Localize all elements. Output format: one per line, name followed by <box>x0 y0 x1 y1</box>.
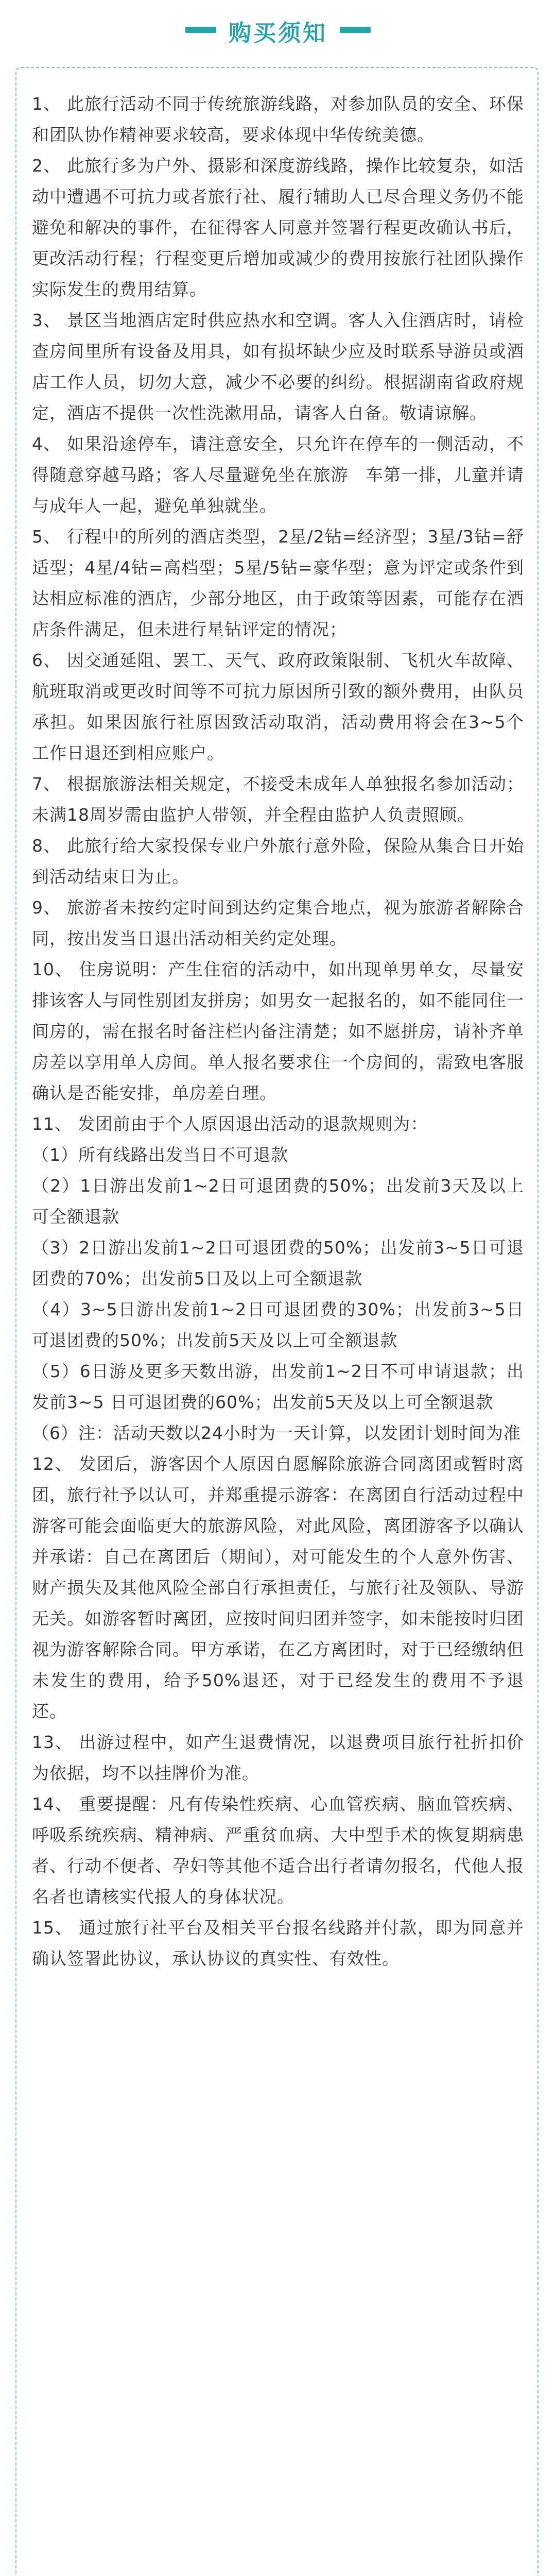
header <box>0 0 556 62</box>
refund-rule-1: （1）所有线路出发当日不可退款 <box>32 1145 288 1165</box>
notice-item-8: 8、 此旅行给大家投保专业户外旅行意外险，保险从集合日开始到活动结束日为止。 <box>32 836 524 887</box>
notice-item-3: 3、 景区当地酒店定时供应热水和空调。客人入住酒店时，请检查房间里所有设备及用具，如有损坏缺少应及时联系导游员或酒店工作人员，切勿大意，减少不必要的纠纷。根据湖南省政府规定，酒店不提供一次性洗漱用品，请客人自备。敬请谅解。 <box>32 310 524 423</box>
refund-rule-3: （3）2日游出发前1~2日可退团费的50%；出发前3~5日可退团费的70%；出发前5日及以上可全额退款 <box>32 1238 524 1289</box>
refund-rule-4: （4）3~5日游出发前1~2日可退团费的30%；出发前3~5日可退团费的50%；出发前5天及以上可全额退款 <box>32 1299 524 1350</box>
notice-item-10: 10、 住房说明：产生住宿的活动中，如出现单男单女，尽量安排该客人与同性别团友拼房；如男女一起报名的，如不能同住一间房的，需在报名时备注栏内备注清楚；如不愿拼房，请补齐单房差以享用单人房间。单人报名要求住一个房间的，需致电客服确认是否能安排，单房差自理。 <box>32 959 524 1103</box>
notice-item-11: 11、 发团前由于个人原因退出活动的退款规则为： <box>32 1114 428 1134</box>
notice-item-2: 2、 此旅行多为户外、摄影和深度游线路，操作比较复杂，如活动中遭遇不可抗力或者旅行社、履行辅助人已尽合理义务仍不能避免和解决的事件，在征得客人同意并签署行程更改确认书后，更改活动行程；行程变更后增加或减少的费用按旅行社团队操作实际发生的费用结算。 <box>32 156 524 299</box>
notice-item-4: 4、 如果沿途停车，请注意安全，只允许在停车的一侧活动，不得随意穿越马路；客人尽量避免坐在旅游 车第一排，儿童并请与成年人一起，避免单独就坐。 <box>32 434 524 516</box>
notice-item-5: 5、 行程中的所列的酒店类型，2星/2钻=经济型；3星/3钻=舒适型；4星/4钻=高档型；5星/5钻=豪华型；意为评定或条件到达相应标准的酒店，少部分地区，由于政策等因素，可能存在酒店条件满足，但未进行星钻评定的情况； <box>32 527 524 639</box>
notice-item-7: 7、 根据旅游法相关规定，不接受未成年人单独报名参加活动；未满18周岁需由监护人带领，并全程由监护人负责照顾。 <box>32 774 524 825</box>
notice-item-15: 15、 通过旅行社平台及相关平台报名线路并付款，即为同意并确认签署此协议，承认协议的真实性、有效性。 <box>32 1918 524 1969</box>
notice-content <box>32 89 524 1974</box>
notice-item-6: 6、 因交通延阻、罢工、天气、政府政策限制、飞机火车故障、航班取消或更改时间等不可抗力原因所引致的额外费用，由队员承担。如果因旅行社原因致活动取消，活动费用将会在3~5个工作日退还到相应账户。 <box>32 650 524 763</box>
refund-rule-6: （6）注：活动天数以24小时为一天计算，以发团计划时间为准 <box>32 1423 521 1443</box>
notice-item-14: 14、 重要提醒：凡有传染性疾病、心血管疾病、脑血管疾病、呼吸系统疾病、精神病、严重贫血病、大中型手术的恢复期病患者、行动不便者、孕妇等其他不适合出行者请勿报名，代他人报名者也请核实代报人的身体状况。 <box>32 1794 524 1907</box>
notice-item-9: 9、 旅游者未按约定时间到达约定集合地点，视为旅游者解除合同，按出发当日退出活动相关约定处理。 <box>32 897 524 948</box>
title-bar-left <box>185 27 216 33</box>
notice-item-12: 12、 发团后，游客因个人原因自愿解除旅游合同离团或暂时离团，旅行社予以认可，并郑重提示游客：在离团自行活动过程中游客可能会面临更大的旅游风险，对此风险，离团游客予以确认并承诺：自己在离团后（期间），对可能发生的个人意外伤害、财产损失及其他风险全部自行承担责任，与旅行社及领队、导游无关。如游客暂时离团，应按时间归团并签字，如未能按时归团视为游客解除合同。甲方承诺，在乙方离团时，对于已经缴纳但未发生的费用，给予50%退还，对于已经发生的费用不予退还。 <box>32 1454 524 1721</box>
notice-item-13: 13、 出游过程中，如产生退费情况，以退费项目旅行社折扣价为依据，均不以挂牌价为准。 <box>32 1732 524 1783</box>
title-bar-right <box>340 27 371 33</box>
notice-item-1: 1、 此旅行活动不同于传统旅游线路，对参加队员的安全、环保和团队协作精神要求较高，要求体现中华传统美德。 <box>32 94 524 145</box>
refund-rule-2: （2）1日游出发前1~2日可退团费的50%；出发前3天及以上可全额退款 <box>32 1176 524 1227</box>
refund-rule-5: （5）6日游及更多天数出游，出发前1~2日不可申请退款；出发前3~5 日可退团费的60%；出发前5天及以上可全额退款 <box>32 1361 524 1412</box>
page-title: 购买须知 <box>229 20 327 46</box>
